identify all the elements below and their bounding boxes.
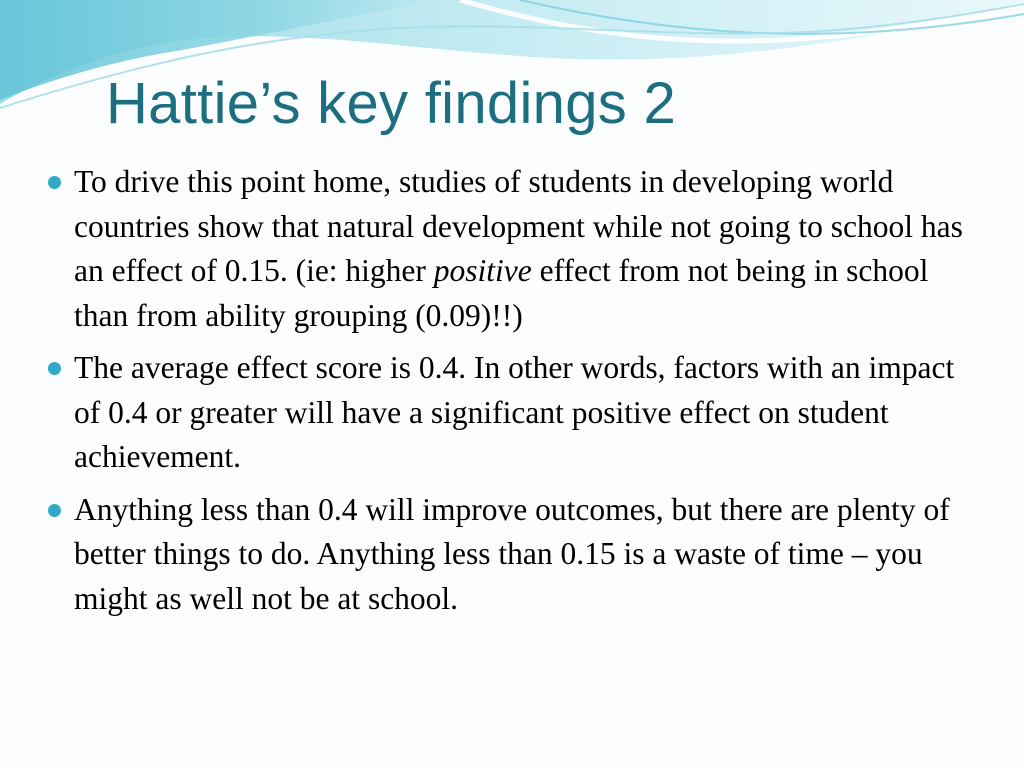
bullet-dot-icon [48,176,61,189]
bullet-dot-icon [48,504,61,517]
bullet-emphasis: positive [433,253,532,288]
bullet-text: Anything less than 0.4 will improve outcomes, but there are plenty of better things to do. Anything less than 0.15 is a waste of time – you might as well not be at school. [74,491,950,616]
bullet-dot-icon [48,362,61,375]
bullet-text-start: To drive this point home, studies of students in developing world countries show that natural development while not going to school has an effect of 0.15. (ie: higher [74,164,963,288]
bullet-list [48,160,978,629]
bullet-item [48,346,978,480]
bullet-item [48,488,978,622]
slide-title: Hattie’s key findings 2 [106,71,677,136]
bullet-text: The average effect score is 0.4. In other words, factors with an impact of 0.4 or greater will have a significant positive effect on student achievement. [74,350,955,474]
bullet-item [48,160,978,338]
bullet-text-end: effect from not being in school than from ability grouping (0.09)!!) [74,253,929,333]
